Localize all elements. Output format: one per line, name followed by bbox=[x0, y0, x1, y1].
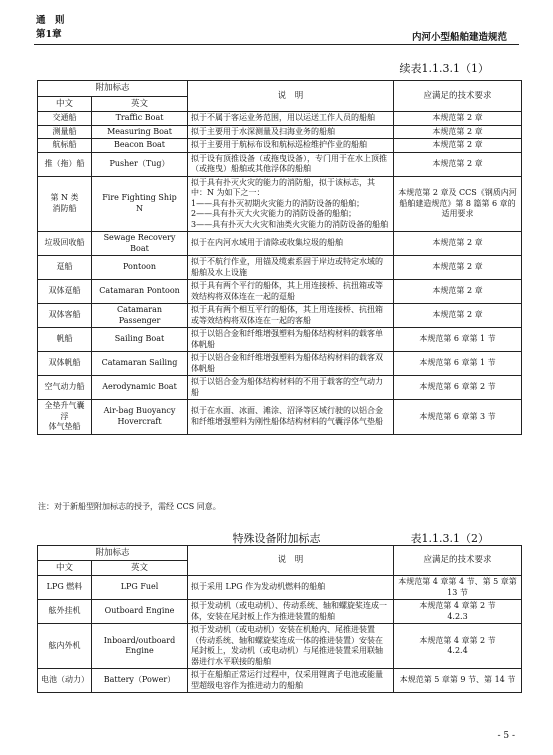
notation-chinese: 双体客船 bbox=[38, 304, 92, 328]
notation-description: 拟于以铝合金和纤维增强塑料为船体结构材料的载客单体帆船 bbox=[188, 328, 394, 352]
table2-header-group: 附加标志 bbox=[38, 546, 188, 561]
header-chapter bbox=[36, 14, 65, 42]
notation-description: 拟于具有两个相互平行的船体，其上用连接桥、抗扭箱或等效结构将双体连在一起的客船 bbox=[188, 304, 394, 328]
notation-description: 拟于发动机（或电动机）安装在机舱内、尾推进装置（传动系统、轴和螺旋桨连成一体的推进装置）安装在尾封板上，发动机（或电动机）与尾推进装置采用联轴器进行水平联接的船舶 bbox=[188, 624, 394, 669]
notation-english: LPG Fuel bbox=[92, 576, 188, 600]
notation-english: Outboard Engine bbox=[92, 600, 188, 624]
notation-english: Fire Fighting Ship N bbox=[92, 176, 188, 232]
header-chapter-number: 第1章 bbox=[36, 29, 62, 40]
notation-requirement: 本规范第 5 章第 9 节、第 14 节 bbox=[394, 669, 522, 693]
notation-chinese: 推（拖）船 bbox=[38, 152, 92, 176]
notation-chinese: LPG 燃料 bbox=[38, 576, 92, 600]
notation-description: 拟于采用 LPG 作为发动机燃料的船舶 bbox=[188, 576, 394, 600]
notation-english: Catamaran Passenger bbox=[92, 304, 188, 328]
notation-requirement: 本规范第 4 章第 2 节 4.2.4 bbox=[394, 624, 522, 669]
table-row bbox=[38, 400, 522, 435]
table1-header-req: 应满足的技术要求 bbox=[394, 81, 522, 112]
notation-description: 拟于不属于客运业务范围，用以运送工作人员的船舶 bbox=[188, 112, 394, 126]
notation-description: 拟于以铝合金和纤维增强塑料为船体结构材料的载客双体帆船 bbox=[188, 352, 394, 376]
notation-description: 拟于在内河水域用于清除或收集垃圾的船舶 bbox=[188, 232, 394, 256]
notation-chinese: 电池（动力） bbox=[38, 669, 92, 693]
notation-english: Catamaran Sailing bbox=[92, 352, 188, 376]
notation-description: 拟于发动机（或电动机）、传动系统、轴和螺旋桨连成一体，安装在尾封板上作为推进装置的船舶 bbox=[188, 600, 394, 624]
table2-caption: 表1.1.3.1（2） bbox=[410, 532, 489, 545]
notation-requirement: 本规范第 2 章 bbox=[394, 152, 522, 176]
table2-header-req: 应满足的技术要求 bbox=[394, 546, 522, 576]
notation-requirement: 本规范第 4 章第 2 节 4.2.3 bbox=[394, 600, 522, 624]
table-row bbox=[38, 125, 522, 139]
header-book-title: 内河小型船舶建造规范 bbox=[411, 32, 507, 43]
table1-caption: 续表1.1.3.1（1） bbox=[399, 62, 489, 75]
notation-requirement: 本规范第 2 章 bbox=[394, 232, 522, 256]
notation-chinese: 舷内外机 bbox=[38, 624, 92, 669]
notation-description: 拟于设有顶推设备（或拖曳设备），专门用于在水上顶推（或拖曳）船舶或其他浮体的船舶 bbox=[188, 152, 394, 176]
table-row bbox=[38, 112, 522, 126]
table-row bbox=[38, 576, 522, 600]
notation-description: 拟于在船舶正常运行过程中，仅采用锂离子电池或能量型超级电容作为推进动力的船舶 bbox=[188, 669, 394, 693]
notation-requirement: 本规范第 6 章第 3 节 bbox=[394, 400, 522, 435]
notation-chinese: 全垫升气囊浮 体气垫船 bbox=[38, 400, 92, 435]
table-row bbox=[38, 376, 522, 400]
notation-english: Measuring Boat bbox=[92, 125, 188, 139]
table1-note: 注：对于新船型附加标志的授予，需经 CCS 同意。 bbox=[38, 502, 221, 511]
notation-english: Pusher（Tug） bbox=[92, 152, 188, 176]
notation-english: Battery（Power） bbox=[92, 669, 188, 693]
notation-chinese: 空气动力船 bbox=[38, 376, 92, 400]
notation-description: 拟于具有两个平行的船体，其上用连接桥、抗扭箱或等效结构将双体连在一起的趸船 bbox=[188, 280, 394, 304]
notation-chinese: 双体趸船 bbox=[38, 280, 92, 304]
notation-requirement: 本规范第 6 章第 1 节 bbox=[394, 328, 522, 352]
notation-description: 拟于不航行作业，用锚及缆索系固于岸边或特定水域的船舶及水上设施 bbox=[188, 256, 394, 280]
table-row bbox=[38, 600, 522, 624]
notation-description: 拟于以铝合金为船体结构材料的不用于载客的空气动力船 bbox=[188, 376, 394, 400]
table1-header-zh: 中文 bbox=[38, 97, 92, 112]
notation-chinese: 舷外挂机 bbox=[38, 600, 92, 624]
table2-header-en: 英文 bbox=[92, 561, 188, 576]
notation-chinese: 测量船 bbox=[38, 125, 92, 139]
notation-requirement: 本规范第 2 章 bbox=[394, 125, 522, 139]
notation-requirement: 本规范第 4 章第 4 节、第 5 章第 13 节 bbox=[394, 576, 522, 600]
notation-description: 拟于主要用于水深测量及扫海业务的船舶 bbox=[188, 125, 394, 139]
table-row bbox=[38, 232, 522, 256]
notation-english: Air-bag Buoyancy Hovercraft bbox=[92, 400, 188, 435]
table2-header-desc: 说 明 bbox=[188, 546, 394, 576]
table-row bbox=[38, 328, 522, 352]
table2-title: 特殊设备附加标志 bbox=[232, 532, 321, 545]
table1-header-desc: 说 明 bbox=[188, 81, 394, 112]
table1-header-en: 英文 bbox=[92, 97, 188, 112]
notation-english: Sailing Boat bbox=[92, 328, 188, 352]
notation-chinese: 双体帆船 bbox=[38, 352, 92, 376]
notation-english: Sewage Recovery Boat bbox=[92, 232, 188, 256]
table-row bbox=[38, 256, 522, 280]
notation-description: 拟于具有扑灭火灾的能力的消防船，拟于该标志，其中：N 为如下之一： 1——具有扑灭初期火灾能力的消防设备的船舶； 2——具有扑灭大火灾能力的消防设备的船舶； 3——具有扑灭大火灾和油类火灾能力的消防设备的船舶 bbox=[188, 176, 394, 232]
notation-chinese: 帆船 bbox=[38, 328, 92, 352]
table-row bbox=[38, 176, 522, 232]
special-equipment-notation-table bbox=[37, 545, 522, 693]
notation-description: 拟于在水面、冰面、滩涂、沼泽等区域行驶的以铝合金和纤维增强塑料为刚性船体结构材料的气囊浮体气垫船 bbox=[188, 400, 394, 435]
notation-english: Inboard/outboard Engine bbox=[92, 624, 188, 669]
table-row bbox=[38, 139, 522, 153]
notation-requirement: 本规范第 6 章第 1 节 bbox=[394, 352, 522, 376]
page-number: - 5 - bbox=[497, 731, 515, 741]
table-row bbox=[38, 352, 522, 376]
notation-requirement: 本规范第 6 章第 2 节 bbox=[394, 376, 522, 400]
table-row bbox=[38, 669, 522, 693]
notation-requirement: 本规范第 2 章 bbox=[394, 256, 522, 280]
notation-english: Beacon Boat bbox=[92, 139, 188, 153]
notation-requirement: 本规范第 2 章及 CCS《钢质内河船舶建造规范》第 8 篇第 6 章的适用要求 bbox=[394, 176, 522, 232]
table2-header-zh: 中文 bbox=[38, 561, 92, 576]
table-row bbox=[38, 304, 522, 328]
notation-chinese: 交通船 bbox=[38, 112, 92, 126]
notation-description: 拟于主要用于航标布设和航标巡检维护作业的船舶 bbox=[188, 139, 394, 153]
header-rule bbox=[34, 44, 519, 45]
notation-chinese: 垃圾回收船 bbox=[38, 232, 92, 256]
header-section-title: 通 则 bbox=[36, 15, 65, 26]
notation-english: Traffic Boat bbox=[92, 112, 188, 126]
notation-requirement: 本规范第 2 章 bbox=[394, 304, 522, 328]
notation-requirement: 本规范第 2 章 bbox=[394, 139, 522, 153]
notation-requirement: 本规范第 2 章 bbox=[394, 280, 522, 304]
notation-english: Catamaran Pontoon bbox=[92, 280, 188, 304]
notation-requirement: 本规范第 2 章 bbox=[394, 112, 522, 126]
table1-header-group: 附加标志 bbox=[38, 81, 188, 97]
table-row bbox=[38, 280, 522, 304]
notation-english: Aerodynamic Boat bbox=[92, 376, 188, 400]
table-row bbox=[38, 152, 522, 176]
table-row bbox=[38, 624, 522, 669]
notation-chinese: 趸船 bbox=[38, 256, 92, 280]
notation-chinese: 第 N 类 消防船 bbox=[38, 176, 92, 232]
additional-notation-table-1 bbox=[37, 80, 522, 435]
notation-english: Pontoon bbox=[92, 256, 188, 280]
notation-chinese: 航标船 bbox=[38, 139, 92, 153]
